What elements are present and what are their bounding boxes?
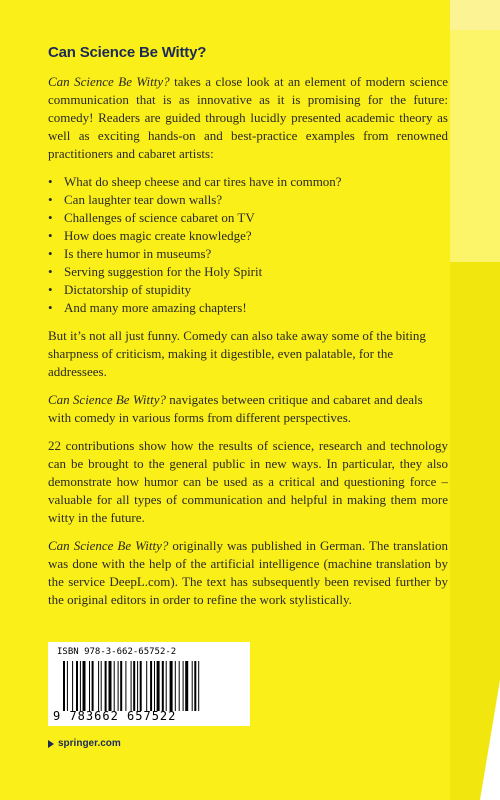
list-item: • Challenges of science cabaret on TV (48, 210, 255, 225)
contributions-paragraph: 22 contributions show how the results of science, research and technology can be brought to the general public in new ways. In particular, they also demonstrate how humor can be used as a critical and questioning force – valuable for all types of communication and helpful in making them more witty in the future. (48, 438, 448, 525)
barcode-bar (63, 661, 65, 711)
barcode-bar (137, 661, 138, 711)
barcode-bar (154, 661, 155, 711)
barcode-bar (125, 661, 126, 711)
barcode-bar (192, 661, 193, 711)
barcode-bar (198, 661, 199, 711)
barcode-bar (114, 661, 115, 711)
intro-text: takes a close look at an element of modern science communication that is as innovative as it is promising for the future: comedy! Readers are guided through lucidly presented academic theory as well as exciting hands-on and best-practice examples from renowned practitioners and cabaret artists: (48, 74, 448, 161)
intro-paragraph (48, 73, 448, 163)
barcode-bar (72, 661, 73, 711)
barcode-bar (109, 661, 112, 711)
criticism-paragraph: But it’s not all just funny. Comedy can also take away some of the biting sharpness of criticism, making it digestible, even palatable, for the addressees. (48, 328, 426, 379)
barcode-bar (83, 661, 86, 711)
bullet-icon: • (48, 174, 53, 189)
barcode-bar (105, 661, 107, 711)
bullet-icon: • (48, 210, 53, 225)
ean-digits: 9 783662 657522 (53, 709, 177, 723)
barcode-bar (76, 661, 78, 711)
list-item: • Is there humor in museums? (48, 246, 212, 261)
springer-link-label: springer.com (58, 738, 121, 749)
barcode-bar (175, 661, 176, 711)
isbn-label: ISBN 978-3-662-65752-2 (57, 647, 177, 657)
barcode-bar (150, 661, 152, 711)
barcode-bar (67, 661, 68, 711)
list-item: • How does magic create knowledge? (48, 228, 252, 243)
translation-paragraph: Can Science Be Witty? originally was published in German. The translation was done with the help of the artificial intelligence (machine translation by the service DeepL.com). The text has subsequently been revised further by the original editors in order to refine the work stylistically. (48, 538, 448, 607)
list-item: • And many more amazing chapters! (48, 300, 247, 315)
list-item: • Can laughter tear down walls? (48, 192, 223, 207)
barcode-bar (131, 661, 132, 711)
bullet-icon: • (48, 192, 53, 207)
bullet-icon: • (48, 264, 53, 279)
side-strip (450, 0, 500, 800)
barcode-bar (194, 661, 196, 711)
perspectives-paragraph: Can Science Be Witty? navigates between critique and cabaret and deals with comedy in various forms from different perspectives. (48, 392, 423, 425)
barcode-bar (133, 661, 135, 711)
arrow-right-icon (48, 740, 54, 748)
barcode-bar (101, 661, 102, 711)
isbn-barcode (48, 642, 250, 726)
barcode-bars (63, 661, 239, 711)
chapter-list (48, 173, 448, 317)
barcode-bar (118, 661, 119, 711)
bullet-icon: • (48, 246, 53, 261)
barcode-bar (185, 661, 188, 711)
intro-title: Can Science Be Witty? (48, 74, 170, 89)
barcode-bar (92, 661, 94, 711)
list-item: • Dictatorship of stupidity (48, 282, 192, 297)
barcode-bar (157, 661, 160, 711)
cover-text (48, 44, 448, 619)
barcode-bar (170, 661, 173, 711)
bottom-fold (480, 680, 500, 800)
barcode-bar (98, 661, 99, 711)
barcode-bar (146, 661, 147, 711)
perspectives-title: Can Science Be Witty? (48, 392, 167, 407)
bullet-icon: • (48, 300, 53, 315)
bullet-icon: • (48, 228, 53, 243)
top-fold (450, 0, 500, 30)
translation-title: Can Science Be Witty? (48, 538, 169, 553)
barcode-bar (120, 661, 122, 711)
light-block (450, 0, 500, 262)
barcode-bar (80, 661, 81, 711)
bullet-icon: • (48, 282, 53, 297)
list-item: • Serving suggestion for the Holy Spirit (48, 264, 263, 279)
list-item: • What do sheep cheese and car tires have in common? (48, 174, 342, 189)
barcode-bar (162, 661, 164, 711)
barcode-bar (166, 661, 167, 711)
barcode-bar (89, 661, 90, 711)
barcode-bar (140, 661, 142, 711)
barcode-bar (183, 661, 184, 711)
book-title: Can Science Be Witty? (48, 44, 207, 61)
springer-link[interactable] (48, 738, 121, 749)
barcode-bar (179, 661, 180, 711)
